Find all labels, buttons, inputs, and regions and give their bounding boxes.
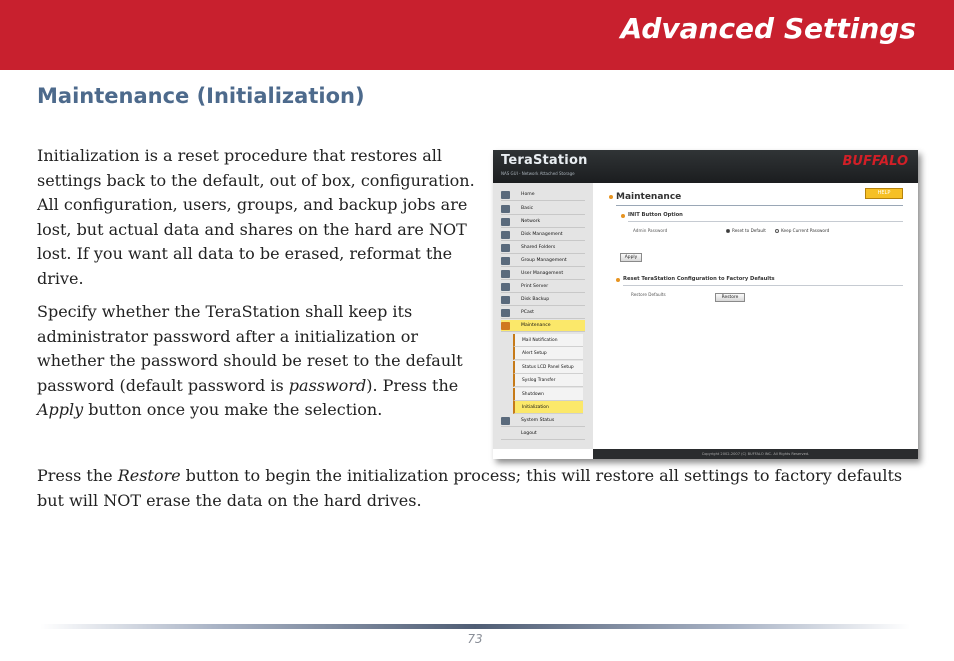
nav-user-management[interactable]: [501, 268, 585, 280]
bullet-icon: [609, 195, 613, 199]
nav-label: Shared Folders: [521, 245, 556, 250]
header-banner: [0, 0, 954, 70]
nav-print-server[interactable]: [501, 281, 585, 293]
terastation-logo: TeraStation: [501, 153, 588, 168]
group-icon: [501, 257, 510, 265]
nav-system-status[interactable]: [501, 415, 585, 427]
page-number: 73: [467, 632, 483, 646]
text: Specify whether the TeraStation shall keep its administrator password after a initialization or whether the password should be reset to the default password (default password is: [37, 302, 463, 395]
nav-label: Group Management: [521, 258, 567, 263]
emphasis-restore: Restore: [117, 466, 181, 485]
terastation-screenshot: [493, 150, 918, 459]
reset-config-heading: Reset TeraStation Configuration to Factory Defaults: [623, 276, 775, 282]
printer-icon: [501, 283, 510, 291]
bullet-icon: [621, 214, 625, 218]
nav-network[interactable]: [501, 216, 585, 228]
subnav-mail-notification[interactable]: Mail Notification: [513, 334, 583, 347]
nav-label: Print Server: [521, 284, 549, 289]
nav-label: User Management: [521, 271, 564, 276]
pcast-icon: [501, 309, 510, 317]
folder-icon: [501, 244, 510, 252]
nav-label: Maintenance: [521, 323, 551, 328]
bullet-icon: [616, 278, 620, 282]
nav-pcast[interactable]: [501, 307, 585, 319]
backup-icon: [501, 296, 510, 304]
screenshot-sidebar: [493, 183, 593, 449]
radio-keep-password-label: Keep Current Password: [781, 228, 830, 233]
restore-button[interactable]: Restore: [715, 293, 745, 302]
apply-button[interactable]: Apply: [620, 253, 642, 262]
screenshot-header: [493, 150, 918, 183]
maintenance-title: Maintenance: [616, 192, 682, 202]
emphasis-apply: Apply: [37, 400, 84, 419]
buffalo-logo: BUFFALO: [842, 154, 908, 169]
nav-maintenance[interactable]: [501, 320, 585, 332]
init-button-option-heading: INIT Button Option: [628, 212, 683, 218]
admin-password-label: Admin Password: [633, 228, 668, 233]
restore-defaults-label: Restore Defaults: [631, 292, 666, 297]
nav-shared-folders[interactable]: [501, 242, 585, 254]
subnav-shutdown[interactable]: Shutdown: [513, 388, 583, 401]
disk-icon: [501, 231, 510, 239]
page-header-title: Advanced Settings: [620, 12, 916, 45]
basic-icon: [501, 205, 510, 213]
nav-label: Basic: [521, 206, 534, 211]
radio-reset-default-label: Reset to Default: [732, 228, 766, 233]
screenshot-main: [593, 183, 918, 449]
nav-label: Logout: [521, 431, 537, 436]
nav-label: Network: [521, 219, 541, 224]
nav-logout[interactable]: [501, 428, 585, 440]
nav-disk-management[interactable]: [501, 229, 585, 241]
status-icon: [501, 417, 510, 425]
logo-subtitle: NAS GUI - Network Attached Storage: [501, 171, 575, 176]
home-icon: [501, 191, 510, 199]
help-button[interactable]: HELP: [865, 188, 903, 199]
screenshot-copyright: Copyright 2002-2007 (C) BUFFALO INC. All Rights Reserved.: [593, 449, 918, 459]
nav-label: Disk Management: [521, 232, 563, 237]
paragraph-intro: Initialization is a reset procedure that restores all settings back to the default, out of box, configuration. All configuration, users, groups, and backup jobs are lost, but actual data and shares on the hard are NOT lost. If you want all data to be erased, reformat the drive.: [37, 146, 475, 288]
radio-keep-password[interactable]: [775, 229, 779, 233]
emphasis-password: password: [288, 375, 367, 395]
radio-reset-default[interactable]: [726, 229, 730, 233]
divider: [623, 285, 903, 286]
text: Press the: [37, 466, 118, 485]
subnav-syslog[interactable]: Syslog Transfer: [513, 374, 583, 387]
text: ). Press the: [366, 375, 459, 395]
nav-group-management[interactable]: [501, 255, 585, 267]
nav-label: Disk Backup: [521, 297, 550, 302]
paragraph-password: [37, 300, 477, 423]
wrench-icon: [501, 322, 510, 330]
nav-label: System Status: [521, 418, 555, 423]
network-icon: [501, 218, 510, 226]
user-icon: [501, 270, 510, 278]
footer-divider: [40, 624, 910, 629]
nav-disk-backup[interactable]: [501, 294, 585, 306]
subnav-initialization[interactable]: Initialization: [513, 401, 583, 414]
text: button to begin the initialization process; this will restore all settings to factory defaults but will NOT erase the data on the hard drives.: [37, 466, 903, 510]
subnav-alert-setup[interactable]: Alert Setup: [513, 347, 583, 360]
section-title: Maintenance (Initialization): [37, 84, 365, 108]
nav-label: PCast: [521, 310, 534, 315]
subnav-lcd-panel[interactable]: Status LCD Panel Setup: [513, 361, 583, 374]
nav-home[interactable]: [501, 189, 585, 201]
paragraph-restore: [37, 464, 917, 513]
divider: [616, 205, 903, 206]
nav-basic[interactable]: [501, 203, 585, 215]
nav-label: Home: [521, 192, 535, 197]
text: button once you make the selection.: [83, 400, 383, 419]
divider: [628, 221, 903, 222]
